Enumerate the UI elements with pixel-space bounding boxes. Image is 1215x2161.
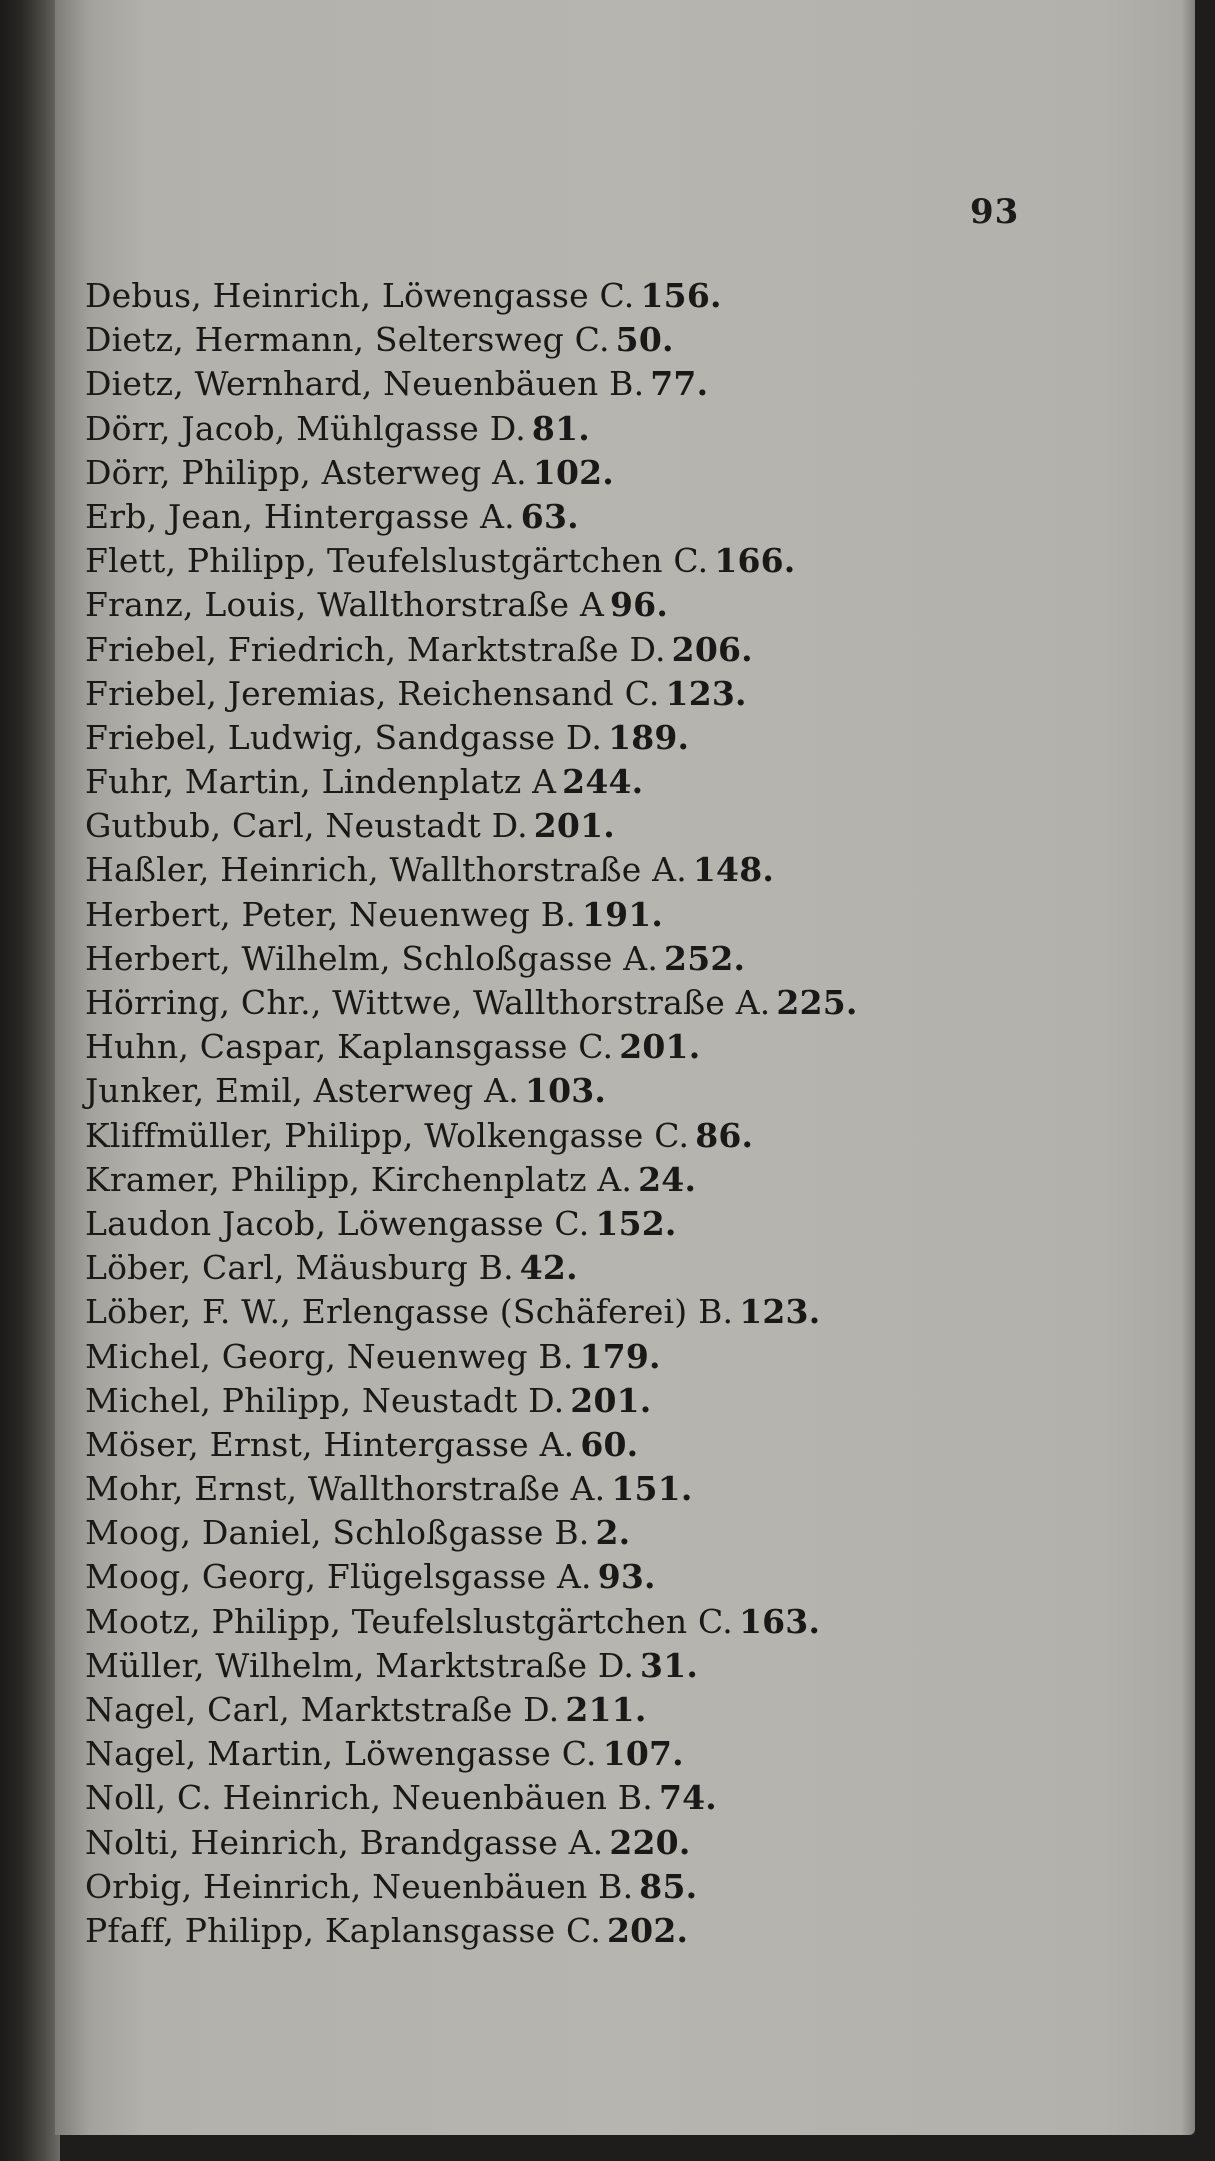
directory-entry <box>85 1423 858 1467</box>
directory-entry <box>85 274 858 318</box>
entry-house-number: 152. <box>595 1203 677 1243</box>
entry-house-number: 102. <box>532 452 615 492</box>
entry-house-number: 31. <box>640 1645 699 1685</box>
entry-text: Orbig, Heinrich, Neuenbäuen B. <box>85 1866 634 1906</box>
directory-entry <box>85 318 858 362</box>
directory-entry <box>85 716 858 760</box>
entry-house-number: 50. <box>615 320 674 360</box>
entry-house-number: 60. <box>580 1424 639 1464</box>
entry-text: Flett, Philipp, Teufelslustgärtchen C. <box>85 541 709 581</box>
entry-text: Hörring, Chr., Wittwe, Wallthorstraße A. <box>85 983 771 1022</box>
entry-text: Nagel, Martin, Löwengasse C. <box>85 1734 597 1774</box>
entry-text: Franz, Louis, Wallthorstraße A <box>85 585 604 625</box>
directory-entry <box>85 804 858 848</box>
directory-entry <box>85 1379 858 1423</box>
entry-text: Nagel, Carl, Marktstraße D. <box>85 1690 560 1729</box>
directory-entry <box>85 1158 858 1202</box>
directory-entry <box>85 848 858 892</box>
directory-list <box>85 274 858 1953</box>
entry-house-number: 151. <box>611 1469 693 1509</box>
entry-house-number: 201. <box>570 1380 652 1420</box>
entry-house-number: 148. <box>692 850 775 890</box>
entry-text: Kramer, Philipp, Kirchenplatz A. <box>85 1159 633 1199</box>
entry-text: Möser, Ernst, Hintergasse A. <box>85 1424 575 1464</box>
entry-text: Pfaff, Philipp, Kaplansgasse C. <box>85 1910 601 1950</box>
entry-house-number: 252. <box>664 938 746 978</box>
entry-text: Mohr, Ernst, Wallthorstraße A. <box>85 1469 606 1509</box>
book-spine-shadow <box>0 0 60 2161</box>
directory-entry <box>85 937 858 981</box>
entry-house-number: 81. <box>531 408 590 448</box>
directory-entry <box>85 495 858 539</box>
page-edge-shadow <box>1181 0 1195 2135</box>
directory-entry <box>85 672 858 716</box>
entry-text: Fuhr, Martin, Lindenplatz A <box>85 762 557 802</box>
entry-house-number: 74. <box>658 1778 717 1818</box>
directory-entry <box>85 1821 858 1865</box>
directory-entry <box>85 1644 858 1688</box>
entry-house-number: 166. <box>714 541 796 581</box>
entry-house-number: 201. <box>619 1027 701 1067</box>
directory-entry <box>85 1335 858 1379</box>
entry-house-number: 85. <box>639 1866 698 1906</box>
entry-house-number: 2. <box>595 1513 631 1553</box>
directory-entry <box>85 583 858 627</box>
entry-text: Löber, Carl, Mäusburg B. <box>85 1248 514 1288</box>
directory-entry <box>85 1511 858 1555</box>
entry-text: Herbert, Wilhelm, Schloßgasse A. <box>85 938 659 978</box>
directory-entry <box>85 1732 858 1776</box>
entry-text: Michel, Philipp, Neustadt D. <box>85 1380 565 1420</box>
entry-text: Dietz, Hermann, Seltersweg C. <box>85 320 610 360</box>
entry-text: Friebel, Jeremias, Reichensand C. <box>85 673 660 713</box>
entry-house-number: 189. <box>608 717 690 757</box>
entry-house-number: 156. <box>640 276 722 315</box>
entry-house-number: 220. <box>609 1822 691 1862</box>
entry-text: Moog, Georg, Flügelsgasse A. <box>85 1557 592 1597</box>
entry-house-number: 206. <box>671 629 753 669</box>
entry-house-number: 42. <box>519 1248 578 1288</box>
entry-text: Gutbub, Carl, Neustadt D. <box>85 806 528 846</box>
entry-house-number: 191. <box>581 894 664 934</box>
directory-entry <box>85 1688 858 1732</box>
directory-entry <box>85 760 858 804</box>
page-number: 93 <box>970 192 1020 232</box>
entry-house-number: 123. <box>739 1292 821 1332</box>
directory-entry <box>85 1555 858 1599</box>
entry-house-number: 63. <box>520 496 579 536</box>
entry-text: Huhn, Caspar, Kaplansgasse C. <box>85 1027 614 1067</box>
directory-entry <box>85 1246 858 1290</box>
directory-entry <box>85 1909 858 1953</box>
entry-house-number: 123. <box>665 673 747 713</box>
entry-text: Dörr, Jacob, Mühlgasse D. <box>85 408 526 448</box>
entry-house-number: 201. <box>533 806 615 846</box>
entry-house-number: 93. <box>597 1557 656 1597</box>
entry-text: Friebel, Ludwig, Sandgasse D. <box>85 717 603 757</box>
directory-entry <box>85 628 858 672</box>
directory-entry <box>85 1202 858 1246</box>
entry-text: Löber, F. W., Erlengasse (Schäferei) B. <box>85 1292 734 1332</box>
entry-text: Friebel, Friedrich, Marktstraße D. <box>85 629 666 669</box>
entry-text: Müller, Wilhelm, Marktstraße D. <box>85 1645 635 1685</box>
entry-text: Debus, Heinrich, Löwengasse C. <box>85 276 635 315</box>
directory-entry <box>85 1600 858 1644</box>
entry-house-number: 77. <box>650 364 709 404</box>
entry-house-number: 211. <box>565 1690 647 1729</box>
entry-text: Noll, C. Heinrich, Neuenbäuen B. <box>85 1778 653 1818</box>
entry-text: Herbert, Peter, Neuenweg B. <box>85 894 576 934</box>
entry-house-number: 202. <box>607 1910 689 1950</box>
directory-entry <box>85 1467 858 1511</box>
directory-entry <box>85 539 858 583</box>
entry-house-number: 179. <box>579 1336 661 1376</box>
directory-entry <box>85 1776 858 1820</box>
entry-house-number: 107. <box>602 1734 684 1774</box>
entry-house-number: 244. <box>562 762 644 802</box>
entry-text: Dörr, Philipp, Asterweg A. <box>85 452 527 492</box>
entry-house-number: 103. <box>524 1071 607 1111</box>
entry-text: Moog, Daniel, Schloßgasse B. <box>85 1513 590 1553</box>
directory-entry <box>85 981 858 1025</box>
entry-house-number: 225. <box>776 983 858 1022</box>
entry-text: Dietz, Wernhard, Neuenbäuen B. <box>85 364 645 404</box>
entry-house-number: 86. <box>695 1115 754 1155</box>
entry-house-number: 24. <box>638 1159 697 1199</box>
directory-entry <box>85 407 858 451</box>
entry-text: Laudon Jacob, Löwengasse C. <box>85 1203 590 1243</box>
directory-entry <box>85 1025 858 1069</box>
entry-house-number: 163. <box>738 1601 821 1641</box>
book-page <box>55 0 1195 2135</box>
entry-text: Michel, Georg, Neuenweg B. <box>85 1336 574 1376</box>
entry-text: Junker, Emil, Asterweg A. <box>85 1071 519 1111</box>
entry-house-number: 96. <box>610 585 669 625</box>
directory-entry <box>85 893 858 937</box>
directory-entry <box>85 1069 858 1113</box>
directory-entry <box>85 362 858 406</box>
entry-text: Nolti, Heinrich, Brandgasse A. <box>85 1822 604 1862</box>
entry-text: Haßler, Heinrich, Wallthorstraße A. <box>85 850 687 890</box>
entry-text: Kliffmüller, Philipp, Wolkengasse C. <box>85 1115 690 1155</box>
entry-text: Mootz, Philipp, Teufelslustgärtchen C. <box>85 1601 733 1641</box>
directory-entry <box>85 1114 858 1158</box>
directory-entry <box>85 1290 858 1334</box>
entry-text: Erb, Jean, Hintergasse A. <box>85 496 515 536</box>
directory-entry <box>85 451 858 495</box>
directory-entry <box>85 1865 858 1909</box>
